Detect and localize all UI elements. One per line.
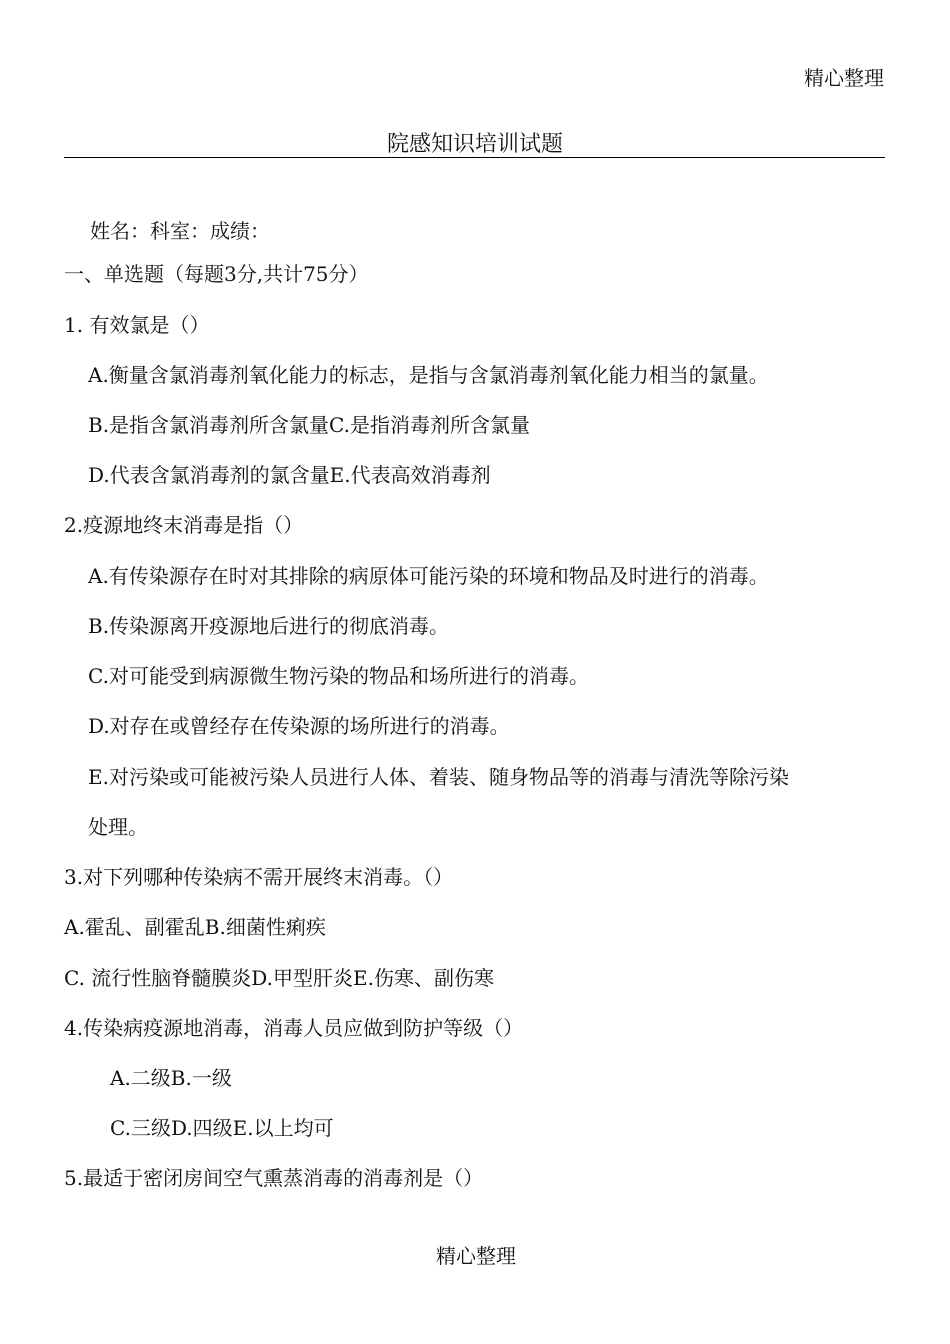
- question-2-option-line: E.对污染或可能被污染人员进行人体、着装、随身物品等的消毒与清洗等除污染: [88, 765, 789, 789]
- question-stem-3: 3.对下列哪种传染病不需开展终末消毒。（）: [64, 865, 454, 889]
- question-2-option-line: B.传染源离开疫源地后进行的彻底消毒。: [88, 614, 450, 638]
- question-stem-5: 5.最适于密闭房间空气熏蒸消毒的消毒剂是（）: [64, 1166, 484, 1190]
- question-1-option-line: B.是指含氯消毒剂所含氯量C.是指消毒剂所含氯量: [88, 413, 531, 437]
- question-3-option-line: C. 流行性脑脊髓膜炎D.甲型肝炎E.伤寒、副伤寒: [64, 966, 494, 990]
- question-stem-2: 2.疫源地终末消毒是指（）: [64, 513, 304, 537]
- section-heading: 一、单选题（每题3分,共计75分）: [64, 262, 369, 286]
- info-line: 姓名：科室：成绩：: [90, 219, 270, 243]
- question-2-option-line: A.有传染源存在时对其排除的病原体可能污染的环境和物品及时进行的消毒。: [88, 564, 769, 588]
- footer-watermark: 精心整理: [436, 1244, 516, 1268]
- page-title: 院感知识培训试题: [386, 132, 563, 157]
- question-3-option-line: A.霍乱、副霍乱B.细菌性痢疾: [64, 915, 326, 939]
- question-1-option-line: D.代表含氯消毒剂的氯含量E.代表高效消毒剂: [88, 463, 491, 487]
- question-stem-1: 1. 有效氯是（）: [64, 313, 210, 337]
- question-stem-4: 4.传染病疫源地消毒，消毒人员应做到防护等级（）: [64, 1016, 524, 1040]
- header-watermark: 精心整理: [804, 66, 884, 90]
- question-2-option-line: C.对可能受到病源微生物污染的物品和场所进行的消毒。: [88, 664, 589, 688]
- question-4-option-line: A.二级B.一级: [110, 1066, 232, 1090]
- question-2-option-line: D.对存在或曾经存在传染源的场所进行的消毒。: [88, 714, 510, 738]
- title-underline: [64, 157, 885, 158]
- question-1-option-line: A.衡量含氯消毒剂氧化能力的标志，是指与含氯消毒剂氧化能力相当的氯量。: [88, 363, 769, 387]
- question-4-option-line: C.三级D.四级E.以上均可: [110, 1116, 334, 1140]
- question-2-option-line: 处理。: [88, 815, 148, 839]
